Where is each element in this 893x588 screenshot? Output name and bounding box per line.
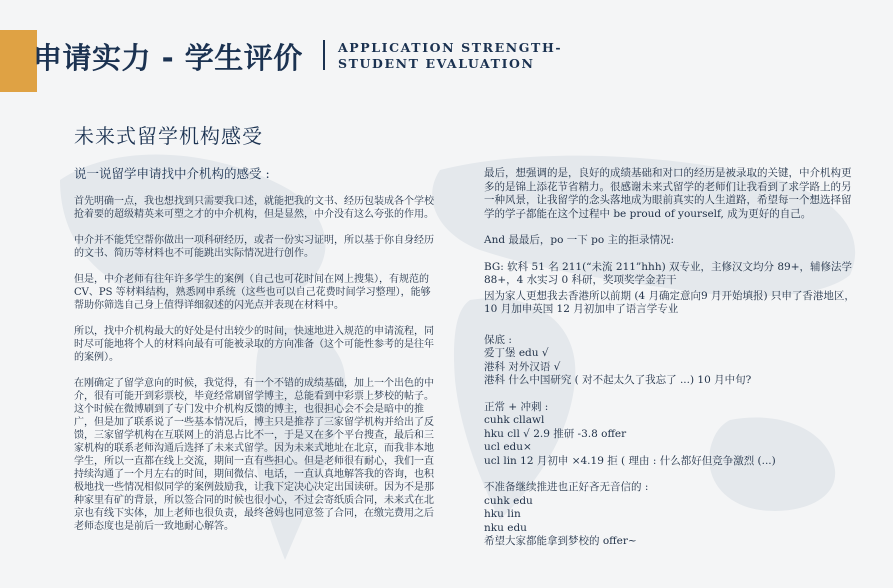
left-column: [74, 167, 434, 546]
page-title: 申请实力 - 学生评价: [33, 41, 303, 75]
safe-schools-heading: 保底 :: [484, 333, 512, 346]
title-divider: [323, 40, 325, 70]
safe-schools-list: [484, 334, 856, 388]
left-subheading: 说一说留学申请找中介机构的感受 :: [74, 166, 270, 181]
list-item: ucl lin 12 月初申 ×4.19 拒 ( 理由 : 什么都好但竞争激烈 (...): [484, 454, 776, 467]
reach-schools-list: [484, 401, 856, 469]
list-item: 希望大家都能拿到梦校的 offer~: [484, 535, 637, 547]
page-title-english: [338, 40, 562, 72]
list-item: hku cll √ 2.9 推研 -3.8 offer: [484, 427, 627, 440]
paragraph: 在刚确定了留学意向的时候，我觉得，有一个不错的成绩基础，加上一个出色的中介，很有可能开到彩票校，毕竟经常刷留学博主，总能看到中彩票上梦校的帖子。这个时候在微博刷到了专门发中介机构反馈的博主，也很担心会不会是暗中的推广，但是加了联系说了一些基本情况后，博主只是推荐了三家留学机构并给出了反馈，三家留学机构在互联网上的消息占比不一，于是又在多个平台搜查，最后和三家机构的联系老师沟通后选择了未来式留学。因为未来式地址在北京，而我非本地学生，所以一直都在线上交流，期间一直有些担心。但是老师很有耐心，我们一直持续沟通了一个月左右的时间，期间微信、电话，一直认真地解答我的咨询，也积极地找一些情况相似同学的案例鼓励我，让我下定决心决定出国读研。因为不是那种家里有矿的背景，所以签合同的时候也很小心，不过会寄纸质合同，未来式在北京也有线下实体，加上老师也很负责，最终爸妈也同意签了合同，在缴完费用之后老师态度也是前后一致地耐心解答。: [74, 378, 434, 532]
list-item: ucl edu×: [484, 441, 532, 453]
background-info: BG: 软科 51 名 211(“未流 211”hhh) 双专业，主修汉文均分 89+，辅修法学88+，4 水实习 0 科研，奖项奖学金若干: [484, 260, 853, 286]
list-item: 爱丁堡 edu √: [484, 347, 549, 359]
list-item: cuhk edu: [484, 494, 533, 507]
paragraph: 首先明确一点，我也想找到只需要我口述，就能把我的文书、经历包装成各个学校抢着要的超级精英来可塑之才的中介机构，但是显然，中介没有这么夸张的作用。: [74, 196, 434, 220]
paragraph: 中介并不能凭空帮你做出一项科研经历，或者一份实习证明，所以基于你自身经历的文书、简历等材料也不可能跳出实际情况进行创作。: [74, 235, 434, 259]
right-column: [484, 167, 856, 562]
title-en-line-2: STUDENT EVALUATION: [338, 56, 535, 71]
list-item: hku lin: [484, 508, 521, 520]
reach-schools-heading: 正常 + 冲刺 :: [484, 400, 549, 413]
pending-schools-list: [484, 481, 856, 549]
paragraph: 所以，找中介机构最大的好处是付出较少的时间，快速地进入规范的申请流程，同时尽可能地将个人的材料向最有可能被录取的方向准备（这个可能性参考的是往年的案例）。: [74, 326, 434, 363]
application-timeline: 因为家人更想我去香港所以前期 (4 月确定意向9 月开始填报) 只申了香港地区，10 月加申英国 12 月初加申了语言学专业: [484, 289, 855, 315]
list-item: 港科 什么中国研究 ( 对不起太久了我忘了 ...) 10 月中旬?: [484, 374, 752, 386]
section-title: 未来式留学机构感受: [74, 124, 263, 148]
results-intro: And 最最后，po 一下 po 主的拒录情况:: [484, 234, 675, 246]
list-item: cuhk cllawl: [484, 414, 545, 426]
header-accent-block: [0, 30, 37, 92]
title-en-line-1: APPLICATION STRENGTH-: [338, 40, 563, 55]
paragraph: 但是，中介老师有往年许多学生的案例（自己也可花时间在网上搜集），有规范的 CV、PS 等材料结构，熟悉网申系统（这些也可以自己花费时间学习整理），能够帮助你筛选自己身上值得详细叙述的闪光点并表现在材料中。: [74, 274, 431, 311]
pending-schools-heading: 不准备继续推进也正好吝无音信的 :: [484, 481, 649, 493]
list-item: nku edu: [484, 521, 527, 534]
closing-paragraph: 最后，想强调的是，良好的成绩基础和对口的经历是被录取的关键，中介机构更多的是锦上添花节省精力。很感谢未来式留学的老师们让我看到了求学路上的另一种风景，让我留学的念头落地成为眼前真实的人生道路，希望每一个想选择留学的学子都能在这个过程中 be proud of yourself, 成为更好的自己。: [484, 167, 852, 220]
list-item: 港科 对外汉语 √: [484, 360, 561, 373]
